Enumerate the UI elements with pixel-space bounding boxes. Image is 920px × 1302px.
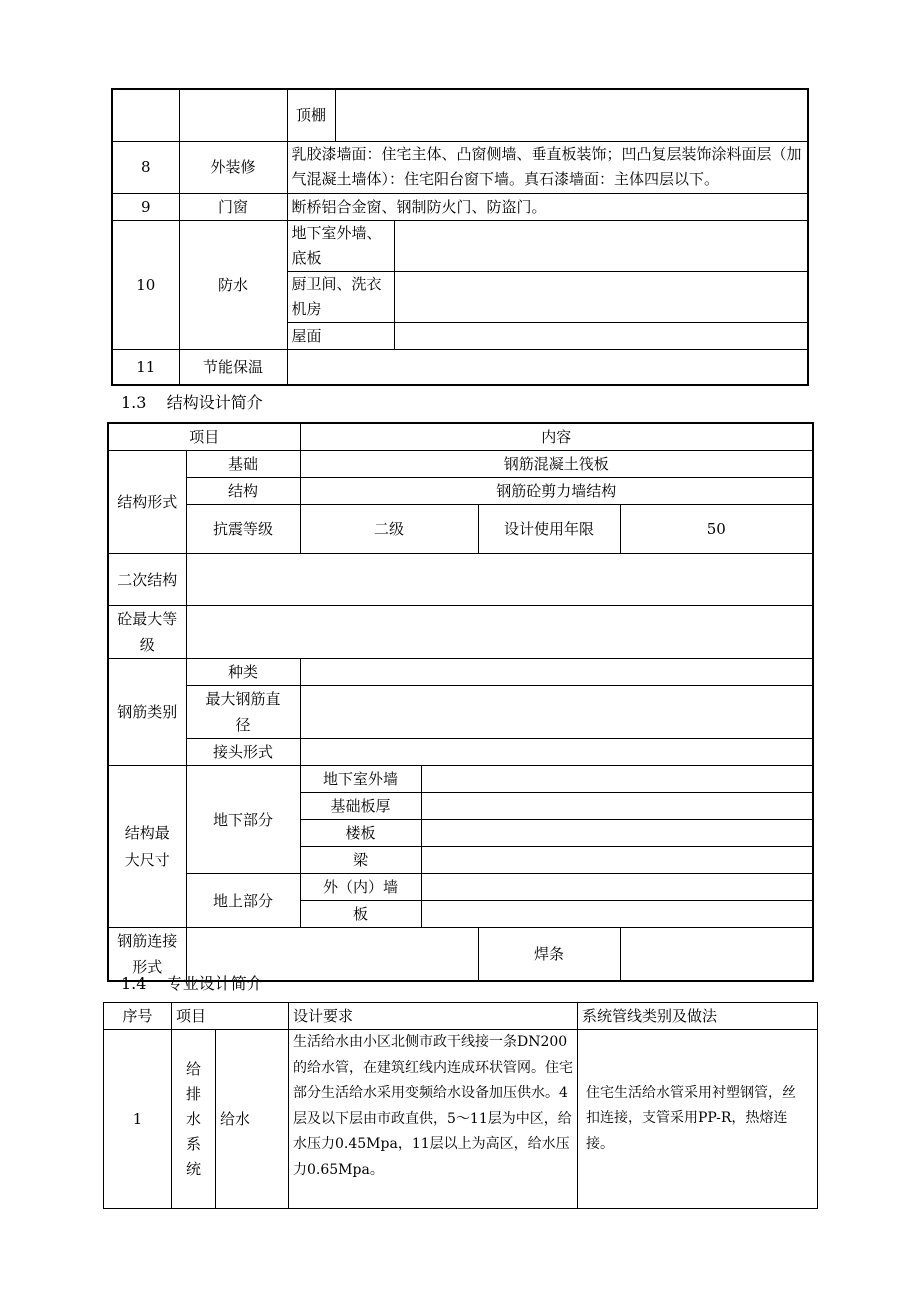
section-heading-1-4: 1.4 专业设计简介 <box>121 974 263 993</box>
empty-cell <box>112 89 179 141</box>
underground-item: 基础板厚 <box>300 793 421 820</box>
above-ground-value <box>421 874 813 901</box>
waterproof-value <box>394 322 808 349</box>
header-item: 项目 <box>108 423 300 451</box>
row-content: 乳胶漆墙面：住宅主体、凸窗侧墙、垂直板装饰；凹凸复层装饰涂料面层（加气混凝土墙体）：住宅阳台窗下墙。真石漆墙面：主体四层以下。 <box>287 141 808 193</box>
underground-label: 地下部分 <box>186 766 300 874</box>
row-item: 防水 <box>179 220 287 349</box>
rebar-joint-label: 接头形式 <box>186 739 300 766</box>
seismic-value: 二级 <box>300 505 478 554</box>
underground-value <box>421 766 813 793</box>
rebar-type-value <box>300 659 813 686</box>
header-item: 项目 <box>172 1003 289 1030</box>
underground-value <box>421 847 813 874</box>
seismic-label: 抗震等级 <box>186 505 300 554</box>
sub-item-cell: 给水 <box>216 1030 289 1209</box>
decoration-table <box>111 88 809 386</box>
rebar-diameter-label: 最大钢筋直径 <box>186 686 300 739</box>
waterproof-sub: 屋面 <box>287 322 394 349</box>
structure-label: 结构 <box>186 478 300 505</box>
structure-form-label: 结构形式 <box>108 451 186 554</box>
row-number: 1 <box>104 1030 172 1209</box>
welding-rod-label: 焊条 <box>478 928 620 982</box>
rebar-joint-value <box>300 739 813 766</box>
concrete-grade-label: 砼最大等级 <box>108 606 186 659</box>
category-cell: 给排水系统 <box>172 1030 216 1209</box>
row-item: 节能保温 <box>179 349 287 385</box>
secondary-structure-label: 二次结构 <box>108 554 186 606</box>
structure-value: 钢筋砼剪力墙结构 <box>300 478 813 505</box>
design-life-label: 设计使用年限 <box>478 505 620 554</box>
underground-item: 楼板 <box>300 820 421 847</box>
above-ground-item: 板 <box>300 901 421 928</box>
above-ground-item: 外（内）墙 <box>300 874 421 901</box>
foundation-label: 基础 <box>186 451 300 478</box>
row-content <box>287 349 808 385</box>
empty-cell <box>179 89 287 141</box>
row-number: 8 <box>112 141 179 193</box>
underground-item: 梁 <box>300 847 421 874</box>
underground-value <box>421 793 813 820</box>
foundation-value: 钢筋混凝土筏板 <box>300 451 813 478</box>
header-system: 系统管线类别及做法 <box>578 1003 818 1030</box>
system-cell: 住宅生活给水管采用衬塑钢管，丝扣连接，支管采用PP-R，热熔连接。 <box>578 1030 818 1209</box>
rebar-connection-label: 钢筋连接形式 <box>108 928 186 982</box>
welding-rod-value <box>620 928 813 982</box>
header-no: 序号 <box>104 1003 172 1030</box>
rebar-category-label: 钢筋类别 <box>108 659 186 766</box>
specialty-table <box>103 1002 818 1209</box>
waterproof-value <box>394 271 808 322</box>
secondary-structure-value <box>186 554 813 606</box>
concrete-grade-value <box>186 606 813 659</box>
section-heading-1-3: 1.3 结构设计简介 <box>121 393 263 412</box>
row-number: 11 <box>112 349 179 385</box>
above-ground-value <box>421 901 813 928</box>
header-requirement: 设计要求 <box>289 1003 578 1030</box>
waterproof-sub: 地下室外墙、底板 <box>287 220 394 271</box>
row-content: 断桥铝合金窗、钢制防火门、防盗门。 <box>287 193 808 220</box>
above-ground-label: 地上部分 <box>186 874 300 928</box>
row-item: 门窗 <box>179 193 287 220</box>
requirement-cell: 生活给水由小区北侧市政干线接一条DN200的给水管，在建筑红线内连成环状管网。住宅部分生活给水采用变频给水设备加压供水。4层及以下层由市政直供，5～11层为中区，给水压力0.45Mpa，11层以上为高区，给水压力0.65Mpa。 <box>289 1030 578 1209</box>
underground-value <box>421 820 813 847</box>
header-content: 内容 <box>300 423 813 451</box>
waterproof-value <box>394 220 808 271</box>
underground-item: 地下室外墙 <box>300 766 421 793</box>
structure-table <box>107 422 814 982</box>
ceiling-content <box>335 89 808 141</box>
ceiling-label: 顶棚 <box>287 89 335 141</box>
max-size-label: 结构最大尺寸 <box>108 766 186 928</box>
design-life-value: 50 <box>620 505 813 554</box>
row-number: 9 <box>112 193 179 220</box>
rebar-diameter-value <box>300 686 813 739</box>
row-number: 10 <box>112 220 179 349</box>
rebar-type-label: 种类 <box>186 659 300 686</box>
waterproof-sub: 厨卫间、洗衣机房 <box>287 271 394 322</box>
rebar-connection-value <box>186 928 478 982</box>
row-item: 外装修 <box>179 141 287 193</box>
